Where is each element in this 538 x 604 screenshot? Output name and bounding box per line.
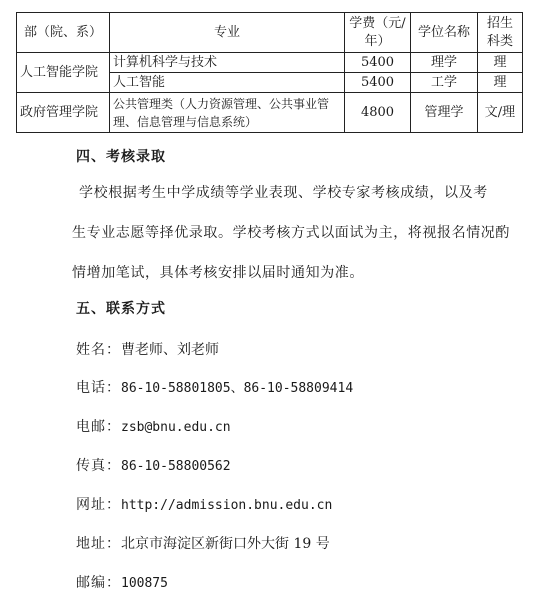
header-degree: 学位名称 (411, 13, 478, 53)
contact-label: 网址： (76, 497, 121, 513)
contact-phone (76, 377, 353, 397)
contact-label: 地址： (76, 536, 121, 552)
cell-degree: 工学 (411, 73, 478, 93)
contact-label: 电邮： (76, 419, 121, 435)
contact-value: 86-10-58801805、86-10-58809414 (121, 381, 354, 396)
cell-tuition: 5400 (345, 73, 411, 93)
paragraph-line: 生专业志愿等择优录取。学校考核方式以面试为主，将视报名情况酌 (72, 225, 510, 241)
contact-value: 100875 (121, 576, 168, 591)
contact-name (76, 339, 219, 359)
section-4-title: 四、考核录取 (76, 149, 166, 165)
contact-value: http://admission.bnu.edu.cn (121, 498, 333, 513)
contact-value: 曹老师、刘老师 (121, 342, 219, 358)
cell-department: 政府管理学院 (17, 93, 110, 133)
contact-fax (76, 455, 231, 475)
cell-tuition: 5400 (345, 53, 411, 73)
cell-degree: 管理学 (411, 93, 478, 133)
contact-label: 邮编： (76, 575, 121, 591)
contact-label: 电话： (76, 380, 121, 396)
contact-postcode (76, 572, 168, 592)
paragraph-line: 情增加笔试，具体考核安排以届时通知为准。 (72, 265, 364, 281)
cell-subject: 文/理 (478, 93, 523, 133)
cell-major: 计算机科学与技术 (110, 53, 345, 73)
admission-table (16, 12, 523, 133)
paragraph-line: 学校根据考生中学成绩等学业表现、学校专家考核成绩，以及考 (79, 185, 488, 201)
header-subject: 招生科类 (478, 13, 523, 53)
cell-department: 人工智能学院 (17, 53, 110, 93)
cell-tuition: 4800 (345, 93, 411, 133)
contact-value: 86-10-58800562 (121, 459, 231, 474)
cell-subject: 理 (478, 73, 523, 93)
cell-major: 公共管理类（人力资源管理、公共事业管理、信息管理与信息系统） (110, 93, 345, 133)
table-row (17, 93, 523, 133)
cell-subject: 理 (478, 53, 523, 73)
cell-degree: 理学 (411, 53, 478, 73)
header-major: 专业 (110, 13, 345, 53)
table-header-row (17, 13, 523, 53)
contact-email (76, 416, 231, 436)
header-tuition: 学费（元/年） (345, 13, 411, 53)
table-row (17, 53, 523, 73)
contact-address (76, 533, 330, 553)
contact-label: 传真： (76, 458, 121, 474)
contact-website (76, 494, 332, 514)
header-department: 部（院、系） (17, 13, 110, 53)
contact-label: 姓名： (76, 342, 121, 358)
contact-value: zsb@bnu.edu.cn (121, 420, 231, 435)
section-5-title: 五、联系方式 (76, 301, 166, 317)
cell-major: 人工智能 (110, 73, 345, 93)
contact-value: 北京市海淀区新街口外大街 19 号 (121, 536, 330, 552)
